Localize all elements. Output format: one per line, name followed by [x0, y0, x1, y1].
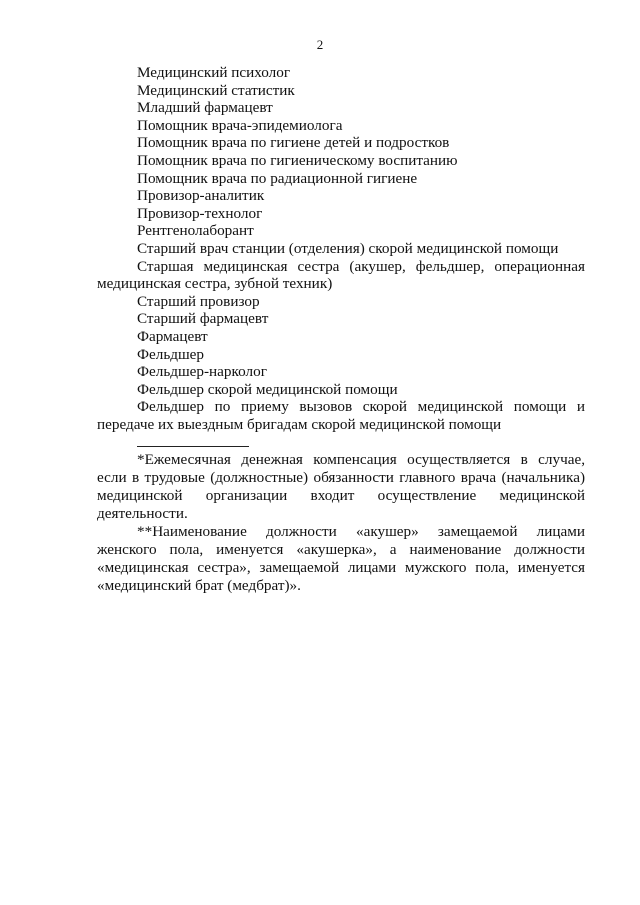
- footnote: *Ежемесячная денежная компенсация осуществляется в случае, если в трудовые (должностные) обязанности главного врача (начальника) медицинской организации входит осуществление медицинской деятельности.: [97, 451, 585, 522]
- position-item: Медицинский психолог: [137, 64, 291, 81]
- position-item: Рентгенолаборант: [137, 222, 254, 240]
- footnote: **Наименование должности «акушер» замещаемой лицами женского пола, именуется «акушерка», а наименование должности «медицинская сестра», замещаемой лицами мужского пола, именуется «медицинский брат (медбрат)».: [97, 523, 585, 594]
- page-number: 2: [316, 37, 324, 52]
- position-item: Провизор-аналитик: [137, 187, 265, 205]
- positions-list: [97, 64, 585, 433]
- position-item: Старшая медицинская сестра (акушер, фельдшер, операционная медицинская сестра, зубной техник): [97, 257, 585, 293]
- position-item: Фельдшер: [137, 345, 205, 363]
- position-item: Фельдшер по приему вызовов скорой медицинской помощи и передаче их выездным бригадам скорой медицинской помощи: [97, 398, 585, 433]
- position-item: Фармацевт: [137, 327, 208, 345]
- position-item: Фельдшер скорой медицинской помощи: [137, 380, 398, 398]
- position-item: Старший фармацевт: [137, 310, 269, 328]
- position-item: Старший провизор: [137, 292, 260, 310]
- position-item: Помощник врача по гигиене детей и подростков: [137, 134, 450, 152]
- footnotes: [97, 451, 585, 595]
- position-item: Младший фармацевт: [137, 99, 273, 117]
- position-item: Старший врач станции (отделения) скорой медицинской помощи: [137, 239, 559, 257]
- position-item: Помощник врача-эпидемиолога: [137, 116, 343, 134]
- position-item: Помощник врача по радиационной гигиене: [137, 169, 418, 187]
- position-item: Медицинский статистик: [137, 81, 295, 99]
- position-item: Провизор-технолог: [137, 204, 263, 222]
- position-item: Фельдшер-нарколог: [137, 363, 267, 381]
- position-item: Помощник врача по гигиеническому воспитанию: [137, 151, 458, 169]
- footnote-divider: [137, 446, 249, 447]
